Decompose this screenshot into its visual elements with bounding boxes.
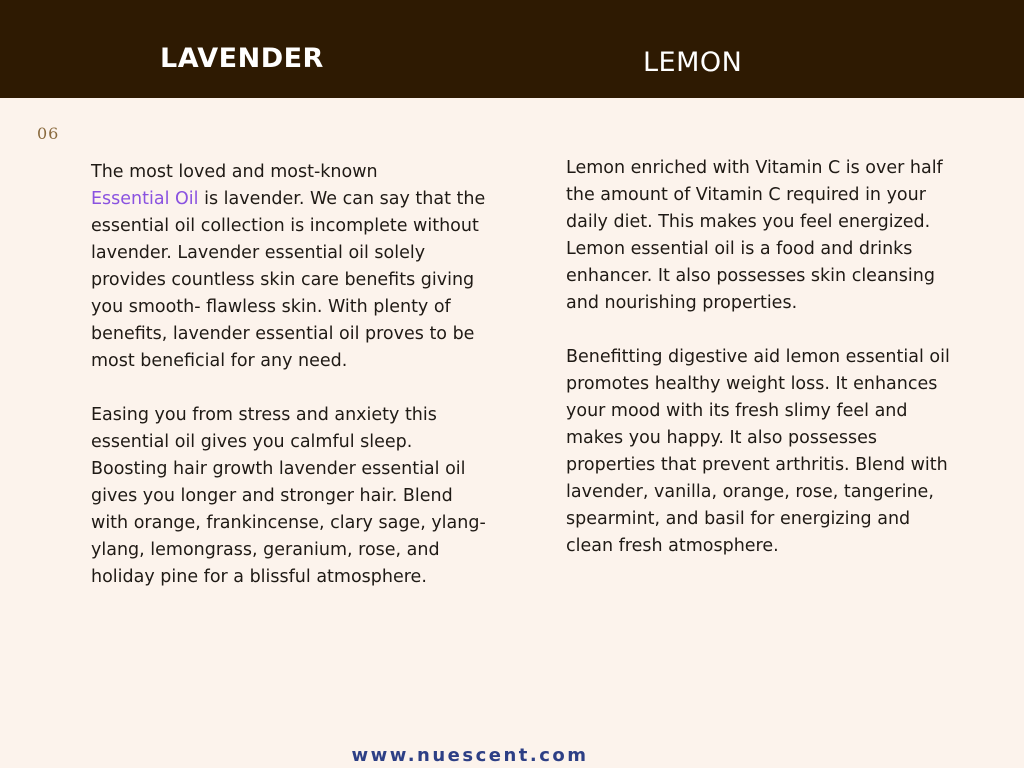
lavender-title: LAVENDER	[160, 43, 324, 74]
lavender-column	[91, 159, 491, 618]
header-band	[0, 0, 1024, 98]
lavender-paragraph-1-body: is lavender. We can say that the essential oil collection is incomplete without lavender. Lavender essential oil solely provides countless skin care benefits giving you smooth- flawless skin. With plenty of benefits, lavender essential oil proves to be most beneficial for any need.	[91, 189, 486, 371]
lavender-paragraph-1	[91, 159, 491, 375]
lemon-column	[566, 155, 961, 587]
website-footer[interactable]: www.nuescent.com	[351, 745, 589, 766]
lemon-title: LEMON	[643, 47, 743, 78]
lemon-paragraph-2: Benefitting digestive aid lemon essential oil promotes healthy weight loss. It enhances your mood with its fresh slimy feel and makes you happy. It also possesses properties that prevent arthritis. Blend with lavender, vanilla, orange, rose, tangerine, spearmint, and basil for energizing and clean fresh atmosphere.	[566, 347, 950, 556]
essential-oil-link[interactable]: Essential Oil	[91, 189, 199, 209]
lavender-paragraph-1-intro: The most loved and most-known	[91, 162, 378, 182]
lavender-paragraph-2: Easing you from stress and anxiety this essential oil gives you calmful sleep. Boosting hair growth lavender essential oil gives you longer and stronger hair. Blend with orange, frankincense, clary sage, ylang-ylang, lemongrass, geranium, rose, and holiday pine for a blissful atmosphere.	[91, 405, 486, 587]
lemon-paragraph-1: Lemon enriched with Vitamin C is over half the amount of Vitamin C required in your daily diet. This makes you feel energized. Lemon essential oil is a food and drinks enhancer. It also possesses skin cleansing and nourishing properties.	[566, 158, 943, 313]
page-number: 06	[37, 124, 60, 143]
